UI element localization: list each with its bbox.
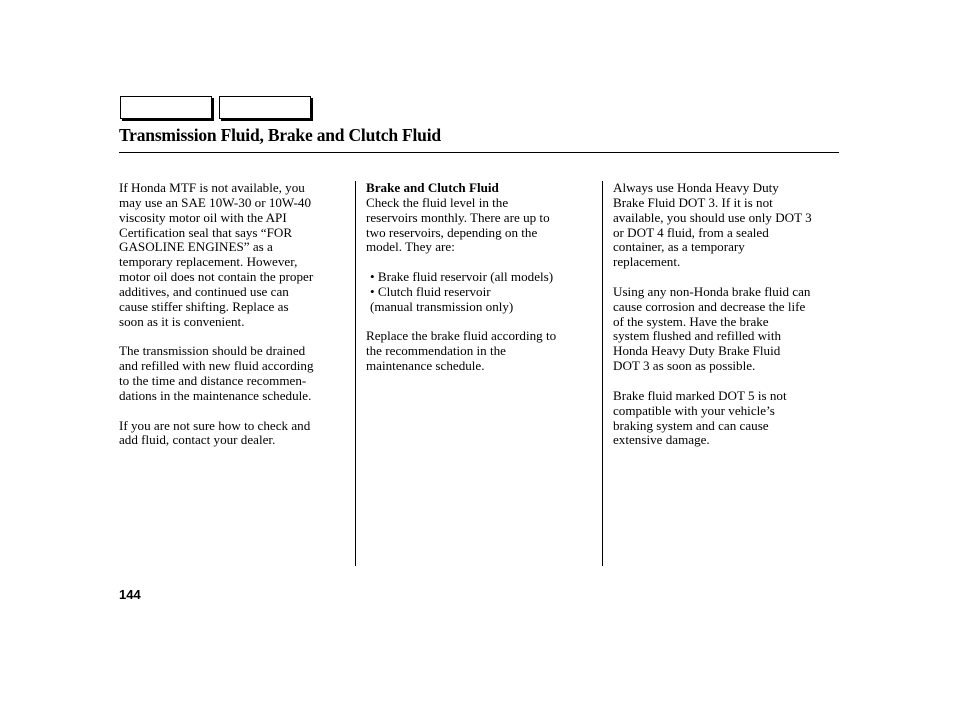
brake-clutch-section	[366, 181, 592, 255]
page-title: Transmission Fluid, Brake and Clutch Fluid	[119, 125, 441, 145]
column-3	[613, 181, 843, 463]
column-1	[119, 181, 345, 463]
nav-button-2[interactable]	[219, 96, 311, 119]
section-intro: Check the fluid level in the reservoirs monthly. There are up to two reservoirs, depending on the model. They are:	[366, 194, 550, 255]
paragraph: If you are not sure how to check and add fluid, contact your dealer.	[119, 417, 311, 448]
list-item: • Clutch fluid reservoir (manual transmission only)	[370, 283, 514, 314]
paragraph: Using any non-Honda brake fluid can cause corrosion and decrease the life of the system. Have the brake system flushed and refilled with Honda Heavy Duty Brake Fluid DOT 3 as soon as possible.	[613, 283, 811, 374]
column-divider	[602, 181, 603, 566]
paragraph: Always use Honda Heavy Duty Brake Fluid DOT 3. If it is not available, you should use only DOT 3 or DOT 4 fluid, from a sealed container, as a temporary replacement.	[613, 180, 812, 270]
reservoir-list	[366, 270, 592, 315]
paragraph: If Honda MTF is not available, you may use an SAE 10W-30 or 10W-40 viscosity motor oil with the API Certification seal that says “FOR GASOLINE ENGINES” as a temporary replacement. However, motor oil does not contain the proper additives, and continued use can cause stiffer shifting. Replace as soon as it is convenient.	[119, 180, 314, 329]
paragraph: Brake fluid marked DOT 5 is not compatible with your vehicle’s braking system and can cause extensive damage.	[613, 387, 787, 448]
page-number: 144	[119, 587, 141, 602]
title-rule	[119, 152, 839, 153]
paragraph: The transmission should be drained and refilled with new fluid according to the time and distance recommen- dations in the maintenance schedule.	[119, 343, 314, 403]
column-2	[366, 181, 592, 389]
paragraph: Replace the brake fluid according to the recommendation in the maintenance schedule.	[366, 328, 557, 374]
section-heading: Brake and Clutch Fluid	[366, 180, 499, 195]
column-divider	[355, 181, 356, 566]
list-item: • Brake fluid reservoir (all models)	[370, 269, 554, 285]
nav-button-1[interactable]	[120, 96, 212, 119]
